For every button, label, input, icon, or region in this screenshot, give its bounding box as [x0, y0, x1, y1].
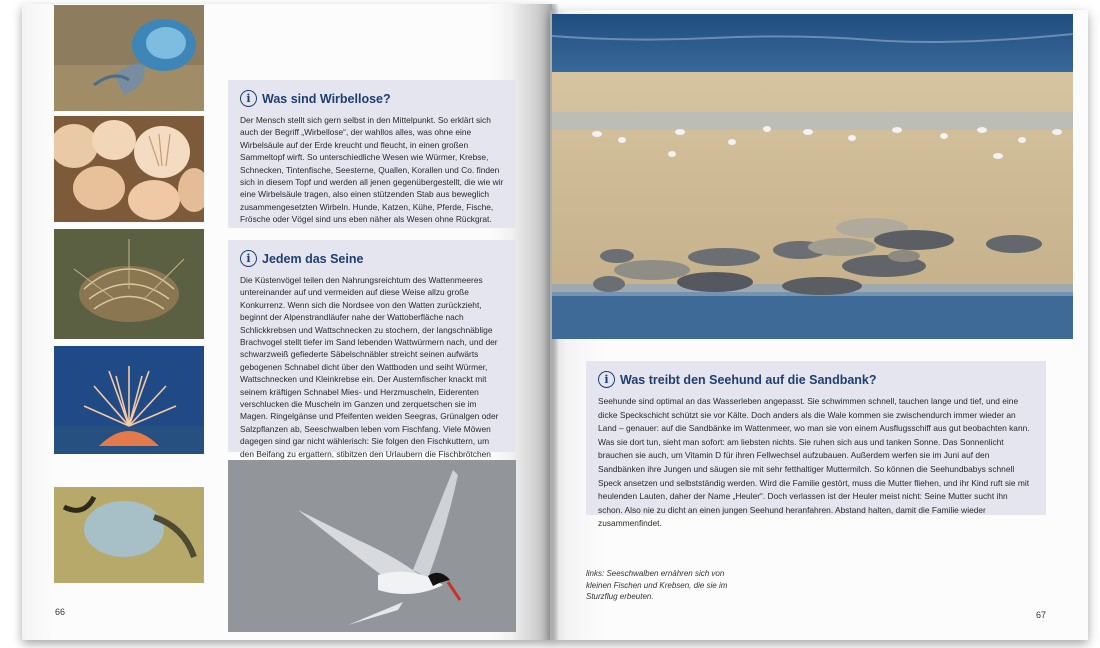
page-number-right: 67	[1036, 610, 1047, 620]
box-text: Seehunde sind optimal an das Wasserleben angepasst. Sie schwimmen schnell, tauchen lange und tief, und eine dicke Speckschicht schützt sie vor Kälte. Doch anders als die Wale kommen sie zwischendurch immer wieder an Land – genauer: auf die Sandbänke im Wattenmeer, wo man sie von einem Ausflugsschiff aus gut beobachten kann. Was sie dort tun, sieht man sofort: am liebsten nichts. Sie ruhen sich aus und tanken Sonne. Das Sonnenlicht brauchen sie auch, um Vitamin D für ihren Fellwechsel aufzubauen. Außerdem werfen sie im Juni auf den Sandbänken ihre Jungen und säugen sie mit sehr fetthaltiger Muttermilch. So können die Seehundbabys schnell Speck ansetzen und selbstständig werden. Wird die Familie gestört, muss die Mutter fliehen, und ihr Kind ruft sie mit heulenden Lauten, daher der Name „Heuler“. Doch verlassen ist der Heuler meist nicht: Seine Mutter sucht ihn schon. Also nie zu dicht an einen jungen Seehund heranfahren. Abstand halten, damit die Familie wieder zusammenfindet.	[598, 396, 1030, 529]
photo-tern	[228, 460, 516, 632]
info-icon: i	[240, 90, 257, 107]
photo-tubeworm	[54, 229, 204, 339]
info-icon: i	[240, 250, 257, 267]
info-box-jedem-das-seine	[228, 240, 516, 459]
page-number-left: 66	[55, 607, 66, 617]
photo-caption: links: Seeschwalben ernähren sich von kleinen Fischen und Krebsen, die sie im Sturzflug erbeuten.	[586, 569, 728, 601]
box-title: Was sind Wirbellose?	[262, 91, 391, 106]
box-title: Jedem das Seine	[262, 251, 364, 266]
photo-sea-anemone	[54, 346, 204, 454]
box-title: Was treibt den Seehund auf die Sandbank?	[620, 372, 877, 387]
info-box-seehund	[586, 361, 1046, 529]
info-box-wirbellose	[228, 80, 516, 228]
photo-seals-sandbank	[552, 14, 1073, 339]
book-spine	[510, 4, 558, 640]
photo-jellyfish	[54, 5, 204, 111]
photo-shells	[54, 116, 204, 222]
box-text: Der Mensch stellt sich gern selbst in den Mittelpunkt. So erklärt sich auch der Begriff „Wirbellose“, der wahllos alles, was ohne eine Wirbelsäule auf der Erde kreucht und fleucht, in einen großen Sammeltopf wirft. So unterschiedliche Wesen wie Würmer, Krebse, Schnecken, Tintenfische, Seesterne, Quallen, Korallen und Co. finden sich in diesem Topf und werden all jenen gegenübergestellt, die wie wir eine Wirbelsäule tragen, also einen stützenden Stab aus beweglich zusammengesetzten Wirbeln. Hunde, Katzen, Kühe, Pferde, Fische, Frösche oder Vögel sind uns eben näher als Wesen ohne Rückgrat.	[240, 115, 504, 225]
photo-crab-jelly	[54, 487, 204, 583]
box-text: Die Küstenvögel teilen den Nahrungsreichtum des Wattenmeeres untereinander auf und vermeiden auf diese Weise allzu große Konkurrenz. Wenn sich die Nordsee von den Watten zurückzieht, beginnt der Alpenstrandläufer nahe der Wattoberfläche nach Schlickkrebsen und Wattschnecken zu stochern, der langschnäblige Brachvogel stellt tiefer im Sand lebenden Wattwürmern nach, und der schwarzweiß gefiederte Säbelschnäbler streicht seinen aufwärts gebogenen Schnabel dicht über den Wattboden und seiht Würmer, Wattschnecken und Kleinkrebse ein. Der Austernfischer knackt mit seinem kräftigen Schnabel Mies- und Herzmuscheln, Eiderenten verschlucken die Muscheln im Ganzen und zerquetschen sie im Magen. Ringelgänse und Pfeifenten weiden Seegras, Grünalgen oder Salzpflanzen ab, Seeschwalben leben vom Fischfang. Viele Möwen dagegen sind gar nicht wählerisch: Sie folgen den Fischkuttern, um den Beifang zu ergattern, stibitzen den Urlaubern die Fischbrötchen	[240, 275, 499, 459]
info-icon: i	[598, 371, 615, 388]
